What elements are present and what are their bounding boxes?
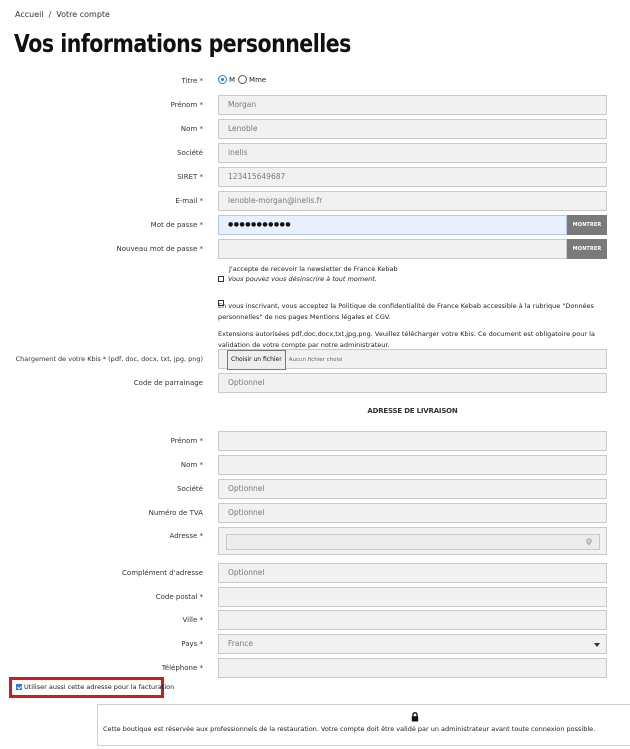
- siret-label: SIRET *: [177, 173, 203, 181]
- row-delivery-nom: [0, 455, 630, 475]
- password-label: Mot de passe *: [150, 221, 203, 229]
- newsletter-checkbox[interactable]: [218, 276, 224, 282]
- row-delivery-complement: [0, 563, 630, 583]
- delivery-telephone-input[interactable]: [218, 658, 607, 678]
- delivery-tva-label: Numéro de TVA: [148, 509, 203, 517]
- breadcrumb-current: Votre compte: [56, 10, 110, 19]
- titre-radio-group: [218, 75, 269, 84]
- kbis-label: Chargement de votre Kbis * (pdf, doc, docx, txt, jpg, png): [15, 355, 203, 363]
- nom-label: Nom *: [180, 125, 203, 133]
- pro-notice-text: Cette boutique est réservée aux professionnels de la restauration. Votre compte doit être validé par un administrateur avant toute connexion possible.: [103, 725, 596, 733]
- nom-input[interactable]: Lenoble: [218, 119, 607, 139]
- delivery-complement-input[interactable]: Optionnel: [218, 563, 607, 583]
- delivery-adresse-field: [218, 527, 607, 555]
- new-password-label: Nouveau mot de passe *: [116, 245, 203, 253]
- choose-file-button[interactable]: Choisir un fichier: [227, 350, 286, 370]
- breadcrumb: [15, 10, 110, 19]
- radio-mme-label: Mme: [249, 75, 267, 84]
- delivery-telephone-label: Téléphone *: [161, 664, 203, 672]
- kbis-file-field: [218, 349, 607, 369]
- radio-mme[interactable]: [238, 75, 247, 84]
- privacy-text: En vous inscrivant, vous acceptez la Politique de confidentialité de France Kebab accessible à la rubrique "Données personnelles" de nos pages Mentions légales et CGV.: [218, 302, 594, 321]
- delivery-code-postal-input[interactable]: [218, 587, 607, 607]
- delivery-societe-label: Société: [177, 485, 203, 493]
- row-delivery-societe: [0, 479, 630, 499]
- row-prenom: [0, 95, 630, 115]
- pro-notice: [97, 704, 630, 746]
- show-password-button[interactable]: MONTRER: [567, 215, 607, 235]
- siret-input[interactable]: 123415649687: [218, 167, 607, 187]
- delivery-nom-input[interactable]: [218, 455, 607, 475]
- row-new-password: [0, 239, 630, 259]
- radio-m[interactable]: [218, 75, 227, 84]
- parrainage-label: Code de parrainage: [133, 379, 203, 387]
- delivery-pays-value: France: [228, 639, 253, 648]
- delivery-pays-label: Pays *: [181, 640, 203, 648]
- radio-m-label: M: [229, 75, 236, 84]
- delivery-adresse-label: Adresse *: [169, 532, 203, 540]
- row-nom: [0, 119, 630, 139]
- show-new-password-button[interactable]: MONTRER: [567, 239, 607, 259]
- delivery-adresse-input[interactable]: [226, 534, 600, 550]
- parrainage-input[interactable]: Optionnel: [218, 373, 607, 393]
- email-input[interactable]: lenoble-morgan@inelis.fr: [218, 191, 607, 211]
- chevron-down-icon: [594, 643, 600, 647]
- newsletter-note: Vous pouvez vous désinscrire à tout moment.: [228, 275, 377, 283]
- row-delivery-ville: [0, 610, 630, 630]
- delivery-ville-input[interactable]: [218, 610, 607, 630]
- row-delivery-telephone: [0, 658, 630, 678]
- delivery-prenom-input[interactable]: [218, 431, 607, 451]
- row-kbis: [0, 349, 630, 369]
- billing-checkbox[interactable]: [16, 684, 22, 690]
- delivery-societe-input[interactable]: Optionnel: [218, 479, 607, 499]
- extensions-note: Extensions autorisées pdf,doc,docx,txt,jpg,png. Veuillez télécharger votre Kbis. Ce document est obligatoire pour la validation de votre compte par notre administrateur.: [218, 330, 595, 349]
- map-pin-icon: [585, 538, 593, 546]
- row-delivery-prenom: [0, 431, 630, 451]
- row-parrainage: [0, 373, 630, 393]
- billing-address-option[interactable]: [9, 677, 175, 698]
- prenom-label: Prénom *: [170, 101, 203, 109]
- delivery-tva-input[interactable]: Optionnel: [218, 503, 607, 523]
- societe-input[interactable]: inelis: [218, 143, 607, 163]
- breadcrumb-home-link[interactable]: Accueil: [15, 10, 44, 19]
- row-societe: [0, 143, 630, 163]
- titre-label: Titre *: [181, 77, 203, 85]
- row-siret: [0, 167, 630, 187]
- prenom-input[interactable]: Morgan: [218, 95, 607, 115]
- societe-label: Société: [177, 149, 203, 157]
- newsletter-label: J'accepte de recevoir la newsletter de France Kebab: [229, 265, 398, 273]
- row-password: [0, 215, 630, 235]
- page-title: Vos informations personnelles: [14, 29, 351, 58]
- row-email: [0, 191, 630, 211]
- delivery-prenom-label: Prénom *: [170, 437, 203, 445]
- delivery-section-title: ADRESSE DE LIVRAISON: [367, 407, 458, 415]
- lock-icon: [410, 712, 420, 722]
- row-delivery-pays: [0, 634, 630, 654]
- delivery-nom-label: Nom *: [180, 461, 203, 469]
- row-titre: [0, 71, 630, 91]
- password-input[interactable]: ●●●●●●●●●●●: [218, 215, 567, 235]
- billing-checkbox-label: Utiliser aussi cette adresse pour la facturation: [24, 683, 175, 691]
- delivery-complement-label: Complément d'adresse: [122, 569, 203, 577]
- delivery-ville-label: Ville *: [182, 616, 203, 624]
- row-delivery-code-postal: [0, 587, 630, 607]
- new-password-input[interactable]: [218, 239, 567, 259]
- delivery-code-postal-label: Code postal *: [155, 593, 203, 601]
- email-label: E-mail *: [175, 197, 203, 205]
- newsletter-row: [218, 274, 377, 285]
- delivery-pays-select[interactable]: [218, 634, 607, 654]
- breadcrumb-separator: /: [48, 10, 52, 19]
- file-status: Aucun fichier choisi: [288, 357, 343, 363]
- row-delivery-adresse: [0, 527, 630, 563]
- row-delivery-tva: [0, 503, 630, 523]
